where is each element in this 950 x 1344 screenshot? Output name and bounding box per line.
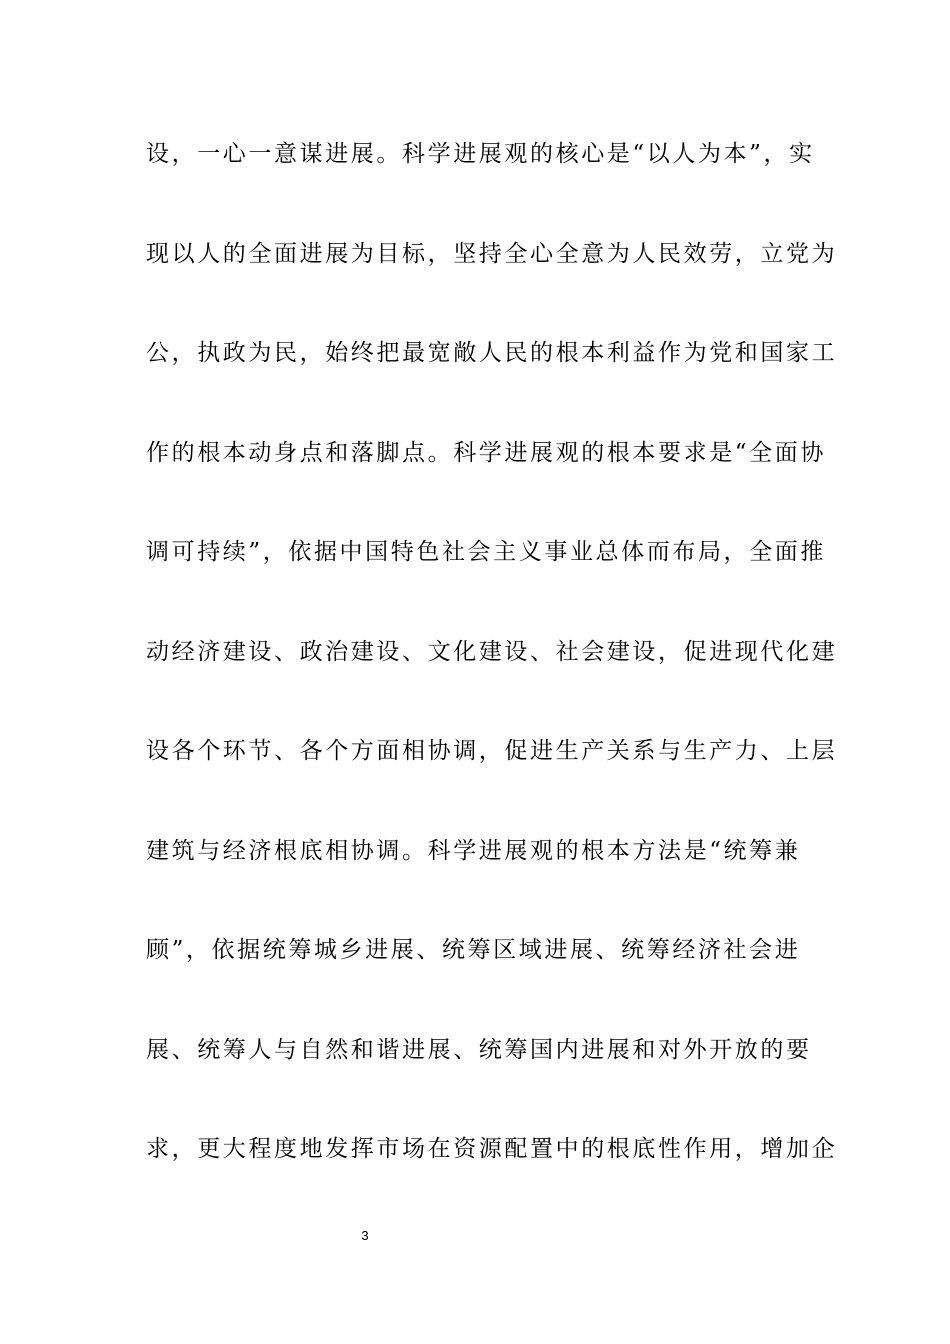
text-line: 求，更大程度地发挥市场在资源配置中的根底性作用，增加企 [146, 1136, 838, 1162]
text-line: 展、统筹人与自然和谐进展、统筹国内进展和对外开放的要 [146, 1036, 812, 1063]
text-line: 现以人的全面进展为目标，坚持全心全意为人民效劳，立党为 [146, 240, 838, 267]
page-number: 3 [361, 1228, 369, 1243]
text-line: 建筑与经济根底相协调。科学进展观的根本方法是“统筹兼 [146, 837, 801, 864]
text-line: 调可持续”，依据中国特色社会主义事业总体而布局，全面推 [146, 539, 826, 565]
text-line: 设，一心一意谋进展。科学进展观的核心是“以人为本”，实 [146, 141, 815, 167]
text-line: 顾”，依据统筹城乡进展、统筹区域进展、统筹经济社会进 [146, 937, 801, 963]
text-line: 作的根本动身点和落脚点。科学进展观的根本要求是“全面协 [146, 439, 826, 466]
text-line: 设各个环节、各个方面相协调，促进生产关系与生产力、上层 [146, 738, 838, 764]
body-text [146, 136, 838, 1231]
text-line: 公，执政为民，始终把最宽敞人民的根本利益作为党和国家工 [146, 340, 838, 366]
text-line: 动经济建设、政治建设、文化建设、社会建设，促进现代化建 [146, 638, 838, 665]
